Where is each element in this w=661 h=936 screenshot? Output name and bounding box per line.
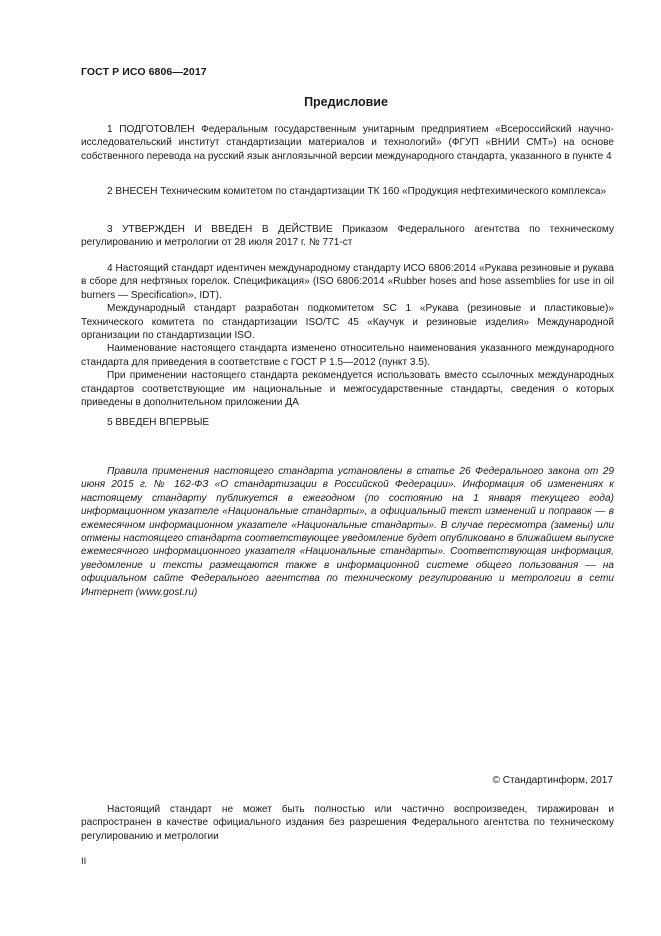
item-4 [81, 262, 614, 409]
item-3 [81, 223, 614, 250]
item-5-text: 5 ВВЕДЕН ВПЕРВЫЕ [107, 417, 210, 428]
item-2 [81, 185, 614, 198]
reproduction-text: Настоящий стандарт не может быть полностью или частично воспроизведен, тиражирован и распространен в качестве официального издания без разрешения Федерального агентства по техническому регулированию и метрологии [81, 804, 614, 842]
copyright: © Стандартинформ, 2017 [492, 775, 613, 786]
item-1 [81, 123, 614, 163]
item-4-paragraph: 4 Настоящий стандарт идентичен международному стандарту ИСО 6806:2014 «Рукава резиновые и рукава в сборе для нефтяных горелок. Спецификация» (ISO 6806:2014 «Rubber hoses and hose assemblies for use in oil burners — Specification», IDT). [81, 263, 614, 301]
item-1-text: 1 ПОДГОТОВЛЕН Федеральным государственным унитарным предприятием «Всероссийский научно-исследовательский институт стандартизации материалов и технологий» (ФГУП «ВНИИ СМТ») на основе собственного перевода на русский язык англоязычной версии международного стандарта, указанного в пункте 4 [81, 124, 614, 162]
item-4-paragraph: При применении настоящего стандарта рекомендуется использовать вместо ссылочных международных стандартов соответствующие им национальные и межгосударственные стандарты, сведения о которых приведены в дополнительном приложении ДА [81, 370, 614, 409]
notice-text: Правила применения настоящего стандарта установлены в статье 26 Федерального закона от 29 июня 2015 г. № 162-ФЗ «О стандартизации в Российской Федерации». Информация об изменениях к настоящему стандарту публикуется в ежегодном (по состоянию на 1 января текущего года) информационном указателе «Национальные стандарты», а официальный текст изменений и поправок — в ежемесячном информационном указателе «Национальные стандарты». В случае пересмотра (замены) или отмены настоящего стандарта соответствующее уведомление будет опубликовано в ближайшем выпуске ежемесячного информационного указателя «Национальные стандарты». Соответствующая информация, уведомление и тексты размещаются также в информационной системе общего пользования — на официальном сайте Федерального агентства по техническому регулированию и метрологии в сети Интернет (www.gost.ru) [81, 466, 614, 598]
page-title: Предисловие [304, 95, 388, 109]
page-number: II [81, 856, 87, 867]
item-2-text: 2 ВНЕСЕН Техническим комитетом по стандартизации ТК 160 «Продукция нефтехимического комплекса» [107, 186, 607, 197]
standard-application-notice [81, 465, 614, 599]
reproduction-notice [81, 803, 614, 843]
item-4-paragraph: Международный стандарт разработан подкомитетом SC 1 «Рукава (резиновые и пластиковые)» Технического комитета по стандартизации ISO/TC 45 «Каучук и резиновые изделия» Международной организации по стандартизации ISO. [81, 303, 614, 342]
document-code-header: ГОСТ Р ИСО 6806—2017 [81, 66, 207, 78]
item-4-paragraph: Наименование настоящего стандарта изменено относительно наименования указанного международного стандарта для приведения в соответствие с ГОСТ Р 1.5—2012 (пункт 3.5). [81, 343, 614, 368]
item-3-text: 3 УТВЕРЖДЕН И ВВЕДЕН В ДЕЙСТВИЕ Приказом Федерального агентства по техническому регулированию и метрологии от 28 июля 2017 г. № 771-ст [81, 224, 614, 249]
item-5 [81, 416, 614, 429]
